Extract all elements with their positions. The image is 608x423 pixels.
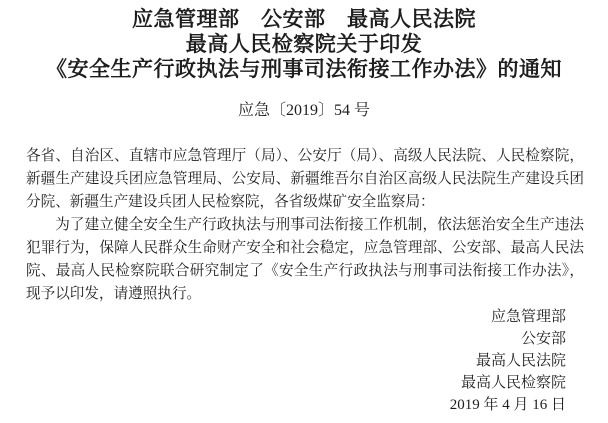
document-body — [26, 145, 584, 306]
document-number: 应急〔2019〕54 号 — [237, 102, 370, 119]
salutation-paragraph: 各省、自治区、直辖市应急管理厅（局）、公安厅（局）、高级人民法院、人民检察院，新疆生产建设兵团应急管理局、公安局、新疆维吾尔自治区高级人民法院生产建设兵团分院、新疆生产建设兵团人民检察院，各省级煤矿安全监察局： — [26, 148, 584, 210]
title-line-agencies: 应急管理部 公安部 最高人民法院 — [132, 7, 476, 31]
document-title — [0, 7, 608, 82]
signature-agency-emergency-management: 应急管理部 — [490, 309, 566, 325]
signature-date: 2019 年 4 月 16 日 — [449, 397, 566, 413]
signature-agency-public-security: 公安部 — [520, 331, 566, 347]
signature-block — [450, 306, 566, 416]
title-line-subject: 《安全生产行政执法与刑事司法衔接工作办法》的通知 — [46, 57, 562, 81]
body-paragraph: 为了建立健全安全生产行政执法与刑事司法衔接工作机制，依法惩治安全生产违法犯罪行为，保障人民群众生命财产安全和社会稳定，应急管理部、公安部、最高人民法院、最高人民检察院联合研究制定了《安全生产行政执法与刑事司法衔接工作办法》，现予以印发，请遵照执行。 — [26, 217, 584, 302]
title-line-issuer: 最高人民检察院关于印发 — [185, 32, 423, 56]
signature-agency-supreme-court: 最高人民法院 — [475, 353, 566, 369]
signature-agency-supreme-procuratorate: 最高人民检察院 — [460, 375, 566, 391]
